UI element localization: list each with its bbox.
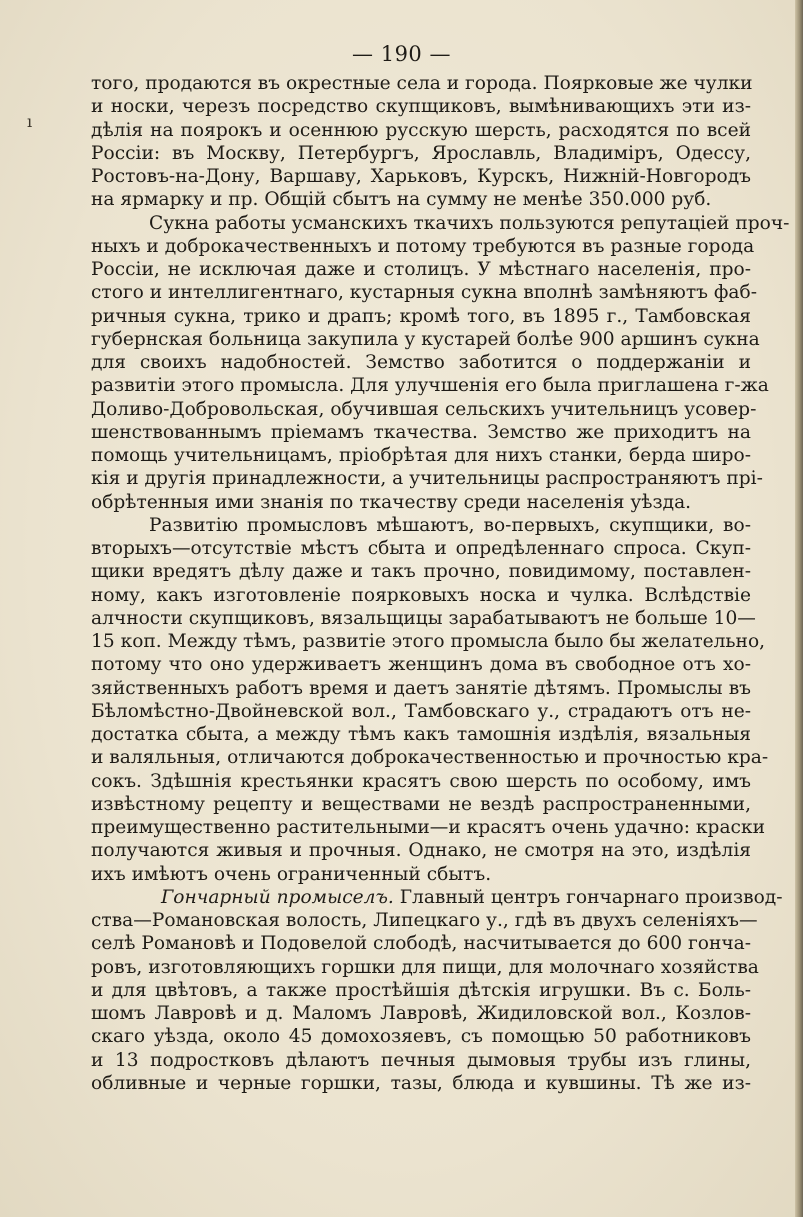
text-line: развитіи этого промысла. Для улучшенія его была приглашена г-жа xyxy=(91,375,769,397)
text-line: Россіи, не исключая даже и столицъ. У мѣстнаго населенія, про- xyxy=(91,259,751,280)
text-line: алчности скупщиковъ, вязальщицы зарабатываютъ не больше 10— xyxy=(91,607,756,629)
text-line: дѣлія на поярокъ и осеннюю русскую шерсть, расходятся по всей xyxy=(91,119,751,141)
text-line: шомъ Лавровѣ и д. Маломъ Лавровѣ, Жидиловской вол., Козлов- xyxy=(91,1003,751,1024)
text-line: селѣ Романовѣ и Подовелой слободѣ, насчитывается до 600 гонча- xyxy=(91,933,751,955)
text-line: извѣстному рецепту и веществами не вездѣ распространенными, xyxy=(91,793,751,815)
text-line: преимущественно растительными—и красятъ очень удачно: краски xyxy=(91,817,765,838)
text-line: обрѣтенныя ими знанія по ткачеству среди населенія уѣзда. xyxy=(91,491,692,513)
text-line: помощь учительницамъ, пріобрѣтая для нихъ станки, берда широ- xyxy=(91,445,751,466)
text-line: Развитію промысловъ мѣшаютъ, во-первыхъ, скупщики, во- xyxy=(149,514,751,536)
text-line: ихъ имѣютъ очень ограниченный сбытъ. xyxy=(91,863,492,885)
page-number: — 190 — xyxy=(352,42,451,66)
text-line: Россіи: въ Москву, Петербургъ, Ярославль, Владиміръ, Одессу, xyxy=(91,142,751,164)
text-line: ства—Романовская волость, Липецкаго у., гдѣ въ двухъ селеніяхъ— xyxy=(91,910,758,931)
text-line: Бѣломѣстно-Двойневской вол., Тамбовскаго у., страдаютъ отъ не- xyxy=(91,700,751,722)
text-line: щики вредятъ дѣлу даже и такъ прочно, повидимому, поставлен- xyxy=(91,561,751,583)
text-line: для своихъ надобностей. Земство заботится о поддержаніи и xyxy=(91,352,751,373)
body-text xyxy=(91,72,790,1095)
text-line: губернская больница закупила у кустарей болѣе 900 аршинъ сукна xyxy=(91,328,760,350)
text-line: кія и другія принадлежности, а учительницы распространяютъ прі- xyxy=(91,468,763,490)
text-line: ныхъ и доброкачественныхъ и потому требуются въ разные города xyxy=(91,235,755,257)
text-line: скаго уѣзда, около 45 домохозяевъ, съ помощью 50 работниковъ xyxy=(91,1026,751,1048)
text-line: и валяльныя, отличаются доброкачественностью и прочностью кра- xyxy=(91,747,769,769)
text-line: ному, какъ изготовленіе поярковыхъ носка и чулка. Вслѣдствіе xyxy=(91,584,751,606)
text-line: Сукна работы усманскихъ ткачихъ пользуются репутаціей проч- xyxy=(149,212,790,234)
section-heading: Гончарный промыселъ. xyxy=(161,886,394,908)
text-line xyxy=(91,886,783,909)
margin-mark: ı xyxy=(27,112,33,131)
text-line: ровъ, изготовляющихъ горшки для пищи, для молочнаго хозяйства xyxy=(91,956,759,978)
text-line: обливные и черные горшки, тазы, блюда и кувшины. Тѣ же из- xyxy=(91,1072,751,1094)
page-edge xyxy=(795,0,803,1217)
text-line: сокъ. Здѣшнія крестьянки красятъ свою шерсть по особому, имъ xyxy=(91,770,751,792)
text-line: Доливо-Добровольская, обучившая сельскихъ учительницъ усовер- xyxy=(91,398,757,420)
text-line: и 13 подростковъ дѣлаютъ печныя дымовыя трубы изъ глины, xyxy=(91,1049,751,1071)
text-line: получаются живыя и прочныя. Однако, не смотря на это, издѣлія xyxy=(91,840,751,862)
text-line: на ярмарку и пр. Общій сбытъ на сумму не менѣе 350.000 руб. xyxy=(91,189,712,211)
text-line: Ростовъ-на-Дону, Варшаву, Харьковъ, Курскъ, Нижній-Новгородъ xyxy=(91,166,751,187)
text-line: стого и интеллигентнаго, кустарныя сукна вполнѣ замѣняютъ фаб- xyxy=(91,282,757,304)
text-line-rest: Главный центръ гончарнаго производ- xyxy=(393,886,783,908)
text-line: ричныя сукна, трико и драпъ; кромѣ того, въ 1895 г., Тамбовская xyxy=(91,305,751,327)
text-line: вторыхъ—отсутствіе мѣстъ сбыта и опредѣленнаго спроса. Скуп- xyxy=(91,538,751,559)
text-line: того, продаются въ окрестные села и города. Поярковые же чулки xyxy=(91,73,753,94)
text-line: 15 коп. Между тѣмъ, развитіе этого промысла было бы желательно, xyxy=(91,631,766,652)
text-line: и для цвѣтовъ, а также простѣйшія дѣтскія игрушки. Въ с. Боль- xyxy=(91,979,751,1001)
text-line: и носки, черезъ посредство скупщиковъ, вымѣнивающихъ эти из- xyxy=(91,96,751,118)
text-line: потому что оно удерживаетъ женщинъ дома въ свободное отъ хо- xyxy=(91,654,751,676)
text-line: шенствованнымъ пріемамъ ткачества. Земство же приходитъ на xyxy=(91,421,751,443)
text-line: достатка сбыта, а между тѣмъ какъ тамошнія издѣлія, вязальныя xyxy=(91,724,751,745)
text-line: зяйственныхъ работъ время и даетъ занятіе дѣтямъ. Промыслы въ xyxy=(91,677,751,699)
